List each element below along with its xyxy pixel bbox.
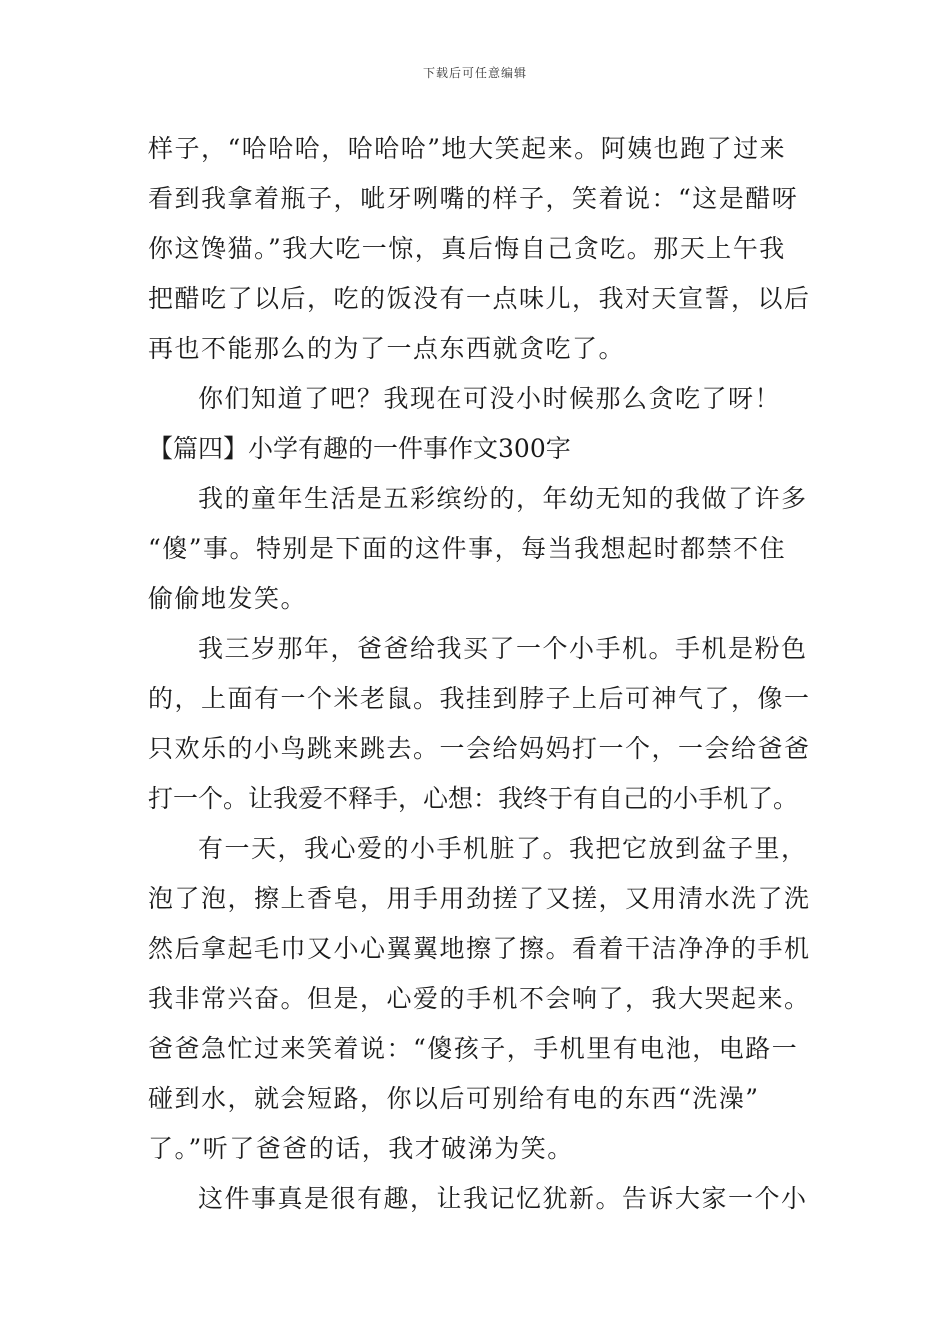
body-line: “傻”事。特别是下面的这件事，每当我想起时都禁不住 (148, 534, 787, 563)
body-line: 有一天，我心爱的小手机脏了。我把它放到盆子里， (198, 834, 808, 863)
body-line: 泡了泡，擦上香皂，用手用劲搓了又搓，又用清水洗了洗 (148, 884, 811, 913)
body-line: 碰到水，就会短路，你以后可别给有电的东西“洗澡” (148, 1084, 760, 1113)
body-line: 你们知道了吧？我现在可没小时候那么贪吃了呀！ (198, 384, 782, 413)
body-line: 这件事真是很有趣，让我记忆犹新。告诉大家一个小 (198, 1184, 808, 1213)
body-line: 看到我拿着瓶子，呲牙咧嘴的样子，笑着说：“这是醋呀 (148, 184, 799, 213)
body-line: 我非常兴奋。但是，心爱的手机不会响了，我大哭起来。 (148, 984, 811, 1013)
body-line: 爸爸急忙过来笑着说：“傻孩子，手机里有电池，电路一 (148, 1034, 799, 1063)
body-line: 偷偷地发笑。 (148, 584, 308, 613)
section-heading: 【篇四】小学有趣的一件事作文300字 (148, 434, 571, 463)
body-line: 的，上面有一个米老鼠。我挂到脖子上后可神气了，像一 (148, 684, 811, 713)
body-line: 了。”听了爸爸的话，我才破涕为笑。 (148, 1134, 574, 1163)
body-line: 你这馋猫。”我大吃一惊，真后悔自己贪吃。那天上午我 (148, 234, 786, 263)
page-header: 下载后可任意编辑 (422, 66, 527, 80)
body-line: 我三岁那年，爸爸给我买了一个小手机。手机是粉色 (198, 634, 808, 663)
body-line: 样子，“哈哈哈，哈哈哈”地大笑起来。阿姨也跑了过来 (148, 134, 787, 163)
body-line: 再也不能那么的为了一点东西就贪吃了。 (148, 334, 626, 363)
body-line: 打一个。让我爱不释手，心想：我终于有自己的小手机了。 (148, 784, 799, 813)
body-line: 把醋吃了以后，吃的饭没有一点味儿，我对天宣誓，以后 (148, 284, 811, 313)
body-line: 我的童年生活是五彩缤纷的，年幼无知的我做了许多 (198, 484, 808, 513)
body-line: 然后拿起毛巾又小心翼翼地擦了擦。看着干洁净净的手机 (148, 934, 811, 963)
body-line: 只欢乐的小鸟跳来跳去。一会给妈妈打一个，一会给爸爸 (148, 734, 811, 763)
